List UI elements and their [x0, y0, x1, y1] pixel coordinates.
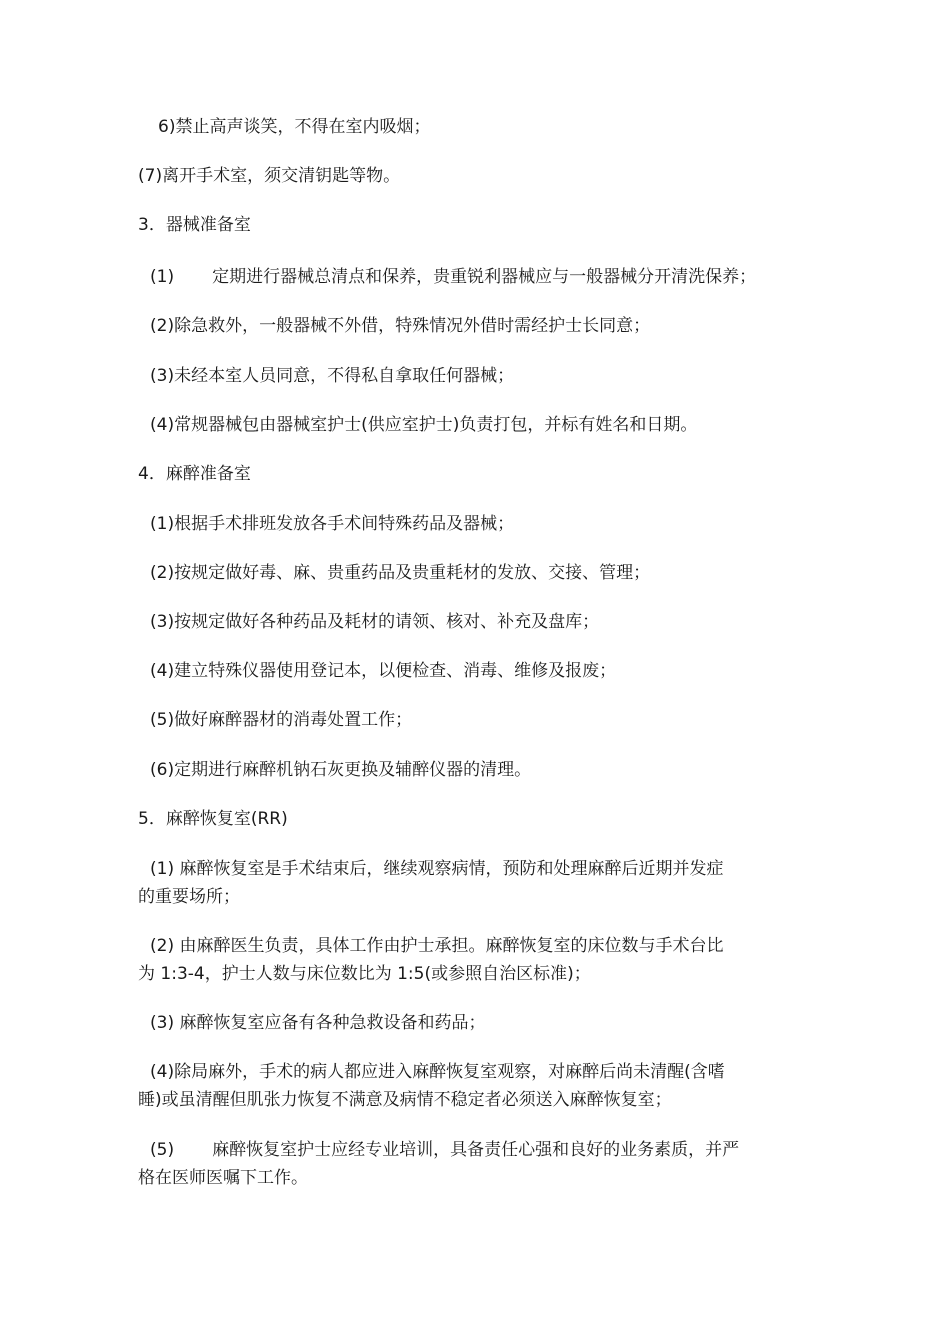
- text-line: 为 1:3-4，护士人数与床位数比为 1:5(或参照自治区标准)；: [138, 964, 591, 984]
- section-heading: 4．麻醉准备室: [138, 464, 251, 484]
- item-number: (1): [150, 267, 175, 287]
- text-line: (4)除局麻外，手术的病人都应进入麻醉恢复室观察，对麻醉后尚未清醒(含嗜: [150, 1062, 725, 1082]
- section-heading: 5．麻醉恢复室(RR): [138, 809, 288, 829]
- text-line: 6)禁止高声谈笑，不得在室内吸烟；: [158, 117, 431, 137]
- text-line: (4)建立特殊仪器使用登记本，以便检查、消毒、维修及报废；: [150, 661, 617, 681]
- text-line: [150, 263, 830, 291]
- text-line: 睡)或虽清醒但肌张力恢复不满意及病情不稳定者必须送入麻醉恢复室；: [138, 1090, 672, 1110]
- text-line: (3)按规定做好各种药品及耗材的请领、核对、补充及盘库；: [150, 612, 600, 632]
- text-line: (2) 由麻醉医生负责，具体工作由护士承担。麻醉恢复室的床位数与手术台比: [150, 936, 724, 956]
- item-number: (5): [150, 1140, 175, 1160]
- text-line: (2)按规定做好毒、麻、贵重药品及贵重耗材的发放、交接、管理；: [150, 563, 651, 583]
- text-line: (3) 麻醉恢复室应备有各种急救设备和药品；: [150, 1013, 486, 1033]
- text-line: (1) 麻醉恢复室是手术结束后，继续观察病情，预防和处理麻醉后近期并发症: [150, 859, 724, 879]
- text-line: (3)未经本室人员同意，不得私自拿取任何器械；: [150, 366, 515, 386]
- text-line: (5)做好麻醉器材的消毒处置工作；: [150, 710, 413, 730]
- text-line: (2)除急救外，一般器械不外借，特殊情况外借时需经护士长同意；: [150, 316, 651, 336]
- text-line: (6)定期进行麻醉机钠石灰更换及辅醉仪器的清理。: [150, 760, 532, 780]
- text-line: [150, 1136, 830, 1164]
- item-text: 定期进行器械总清点和保养，贵重锐利器械应与一般器械分开清洗保养；: [212, 267, 757, 287]
- item-text: 麻醉恢复室护士应经专业培训，具备责任心强和良好的业务素质，并严: [212, 1140, 740, 1160]
- text-line: (7)离开手术室，须交清钥匙等物。: [138, 166, 401, 186]
- text-line: 的重要场所；: [138, 887, 240, 907]
- text-line: 格在医师医嘱下工作。: [138, 1168, 308, 1188]
- text-line: (4)常规器械包由器械室护士(供应室护士)负责打包，并标有姓名和日期。: [150, 415, 698, 435]
- section-heading: 3．器械准备室: [138, 215, 251, 235]
- text-line: (1)根据手术排班发放各手术间特殊药品及器械；: [150, 514, 515, 534]
